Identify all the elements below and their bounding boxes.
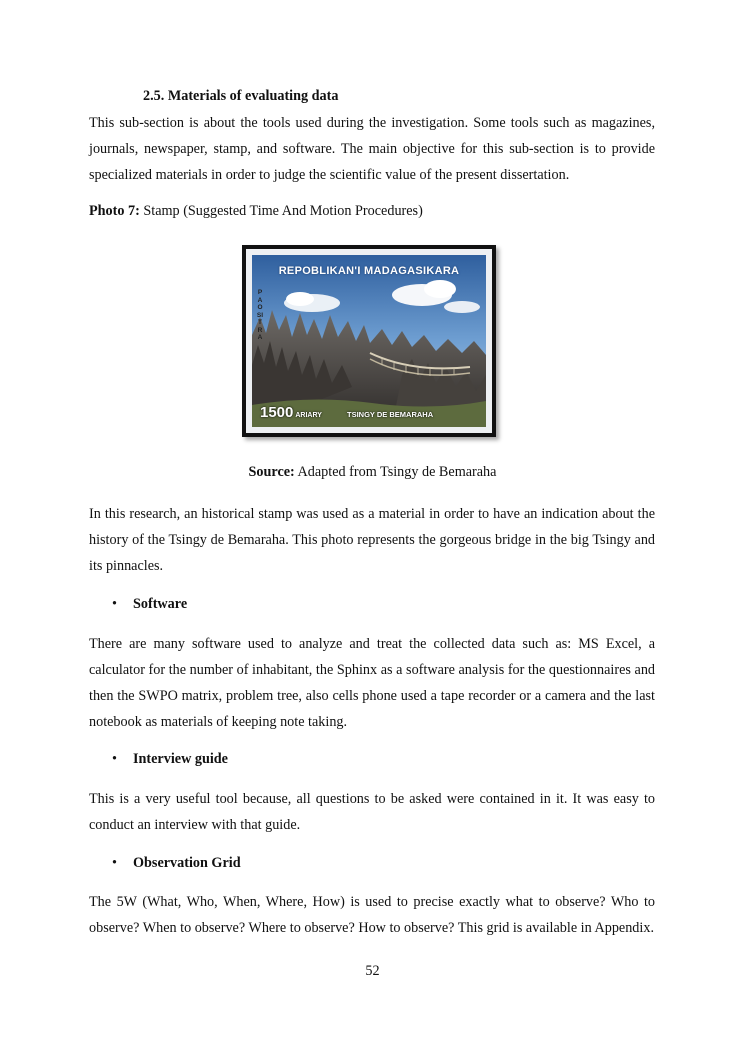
stamp-place-name: TSINGY DE BEMARAHA (347, 410, 434, 419)
text-line: Appendix. (594, 920, 654, 936)
text-line: This is a very useful tool because, all questions to be asked were contained in it. It was easy to (89, 791, 655, 807)
text-line: In this research, an historical stamp was used as a material in order to have an indication about (89, 506, 634, 522)
bullet-observation (112, 855, 241, 872)
stamp-artwork (252, 255, 486, 427)
text-line: conduct an interview with that guide. (89, 817, 301, 833)
stamp-paragraph (89, 501, 655, 579)
stamp-value-number: 1500 (260, 404, 294, 421)
bullet-dot: • (112, 751, 117, 767)
observation-paragraph (89, 889, 655, 941)
text-line: the history of the Tsingy de Bemaraha. This photo represents the gorgeous bridge in the big (89, 506, 655, 548)
bullet-dot: • (112, 855, 117, 871)
photo-source (0, 464, 745, 481)
stamp-currency: ARIARY (295, 412, 322, 419)
text-line: the last notebook as materials of keeping note taking. (89, 688, 655, 730)
text-line: calculator for the number of inhabitant, the Sphinx as a software analysis for the questionnaires (89, 662, 631, 678)
bullet-label: Observation Grid (133, 855, 241, 871)
photo-caption-text: Stamp (Suggested Time And Motion Procedures) (143, 203, 423, 219)
stamp-value (260, 404, 322, 421)
stamp-perforation (246, 249, 492, 433)
software-paragraph (89, 631, 655, 735)
photo-label: Photo 7: (89, 203, 140, 219)
text-line: The 5W (What, Who, When, Where, How) is used to precise exactly what to observe? Who to (89, 894, 655, 910)
text-line: observe? When to observe? Where to observe? How to observe? This grid is available in (89, 920, 592, 936)
text-line: and then the SWPO matrix, problem tree, also cells phone used a tape recorder or a camera and (89, 662, 656, 704)
text-line: specialized materials in order to judge the scientific value of the present dissertation. (89, 167, 570, 183)
intro-paragraph (89, 110, 655, 188)
stamp-photo (242, 245, 496, 437)
bullet-label: Interview guide (133, 751, 228, 767)
text-line: This sub-section is about the tools used during the investigation. Some tools such as magazines, (89, 115, 655, 131)
stamp-title: REPOBLIKAN'I MADAGASIKARA (278, 265, 460, 277)
bullet-dot: • (112, 596, 117, 612)
text-line: There are many software used to analyze and treat the collected data such as: MS Excel, a (89, 636, 655, 652)
photo-caption (89, 203, 423, 220)
interview-paragraph (89, 786, 655, 838)
bullet-label: Software (133, 596, 188, 612)
page-number: 52 (365, 963, 380, 979)
bullet-interview (112, 751, 228, 768)
section-heading: 2.5. Materials of evaluating data (143, 88, 339, 104)
stamp-illustration (252, 255, 486, 427)
bullet-software (112, 596, 187, 613)
source-label: Source: (248, 464, 295, 480)
text-line: Tsingy and its pinnacles. (89, 532, 656, 574)
source-text: Adapted from Tsingy de Bemaraha (297, 464, 497, 480)
text-line: journals, newspaper, stamp, and software. The main objective for this sub-section is to provide (89, 141, 655, 157)
stamp-side-text: PAOSITRA (256, 289, 264, 341)
